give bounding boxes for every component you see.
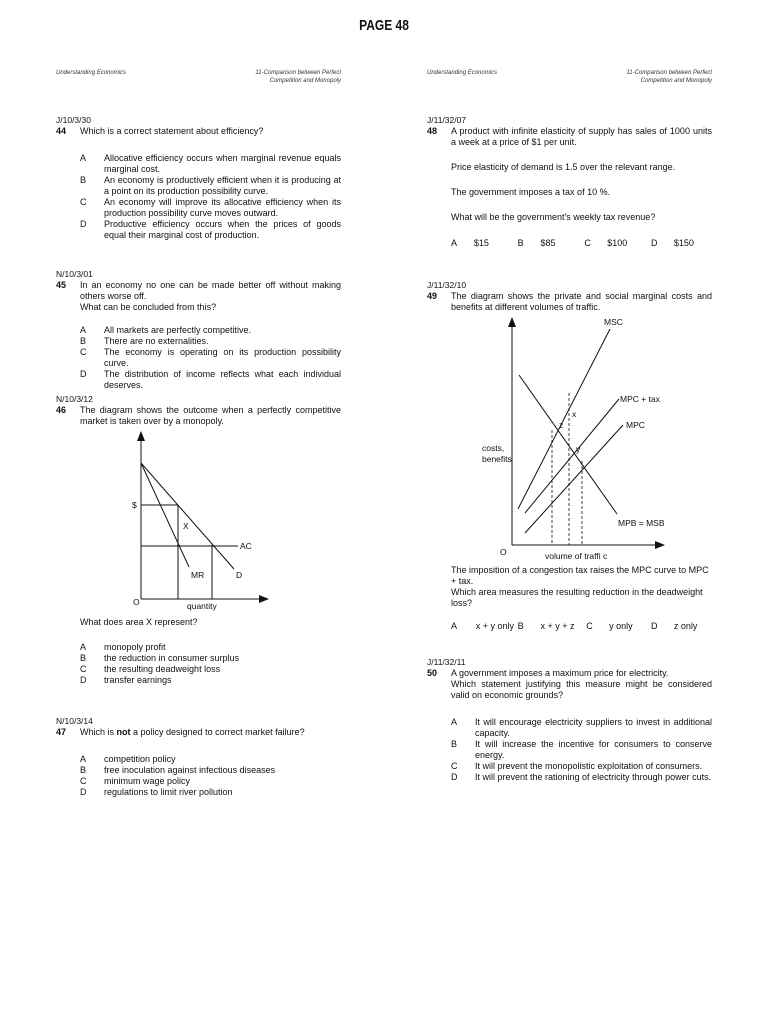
area-x-label: X [183, 521, 189, 531]
question-code: J/10/3/30 [56, 115, 91, 125]
question-paragraph-2: Which area measures the resulting reduction in the deadweight loss? [451, 587, 703, 608]
question-code: J/11/32/11 [427, 657, 466, 667]
x-axis-label: volume of traffi c [545, 551, 608, 561]
msc-label: MSC [604, 317, 623, 327]
option-letter: A [80, 642, 87, 652]
question-code: N/10/3/01 [56, 269, 93, 279]
congestion-tax-diagram [427, 313, 712, 565]
option-a [56, 642, 341, 653]
monopoly-diagram [56, 427, 341, 617]
option-d [56, 787, 341, 798]
y-axis-arrow [137, 431, 145, 441]
question-number: 46 [56, 405, 67, 415]
option-text: The distribution of income reflects what each individual deserves. [104, 369, 341, 390]
option-text: Allocative efficiency occurs when marginal revenue equals marginal cost. [104, 153, 341, 174]
option-letter: C [80, 197, 87, 207]
option-text: It will increase the incentive for consumers to conserve energy. [475, 739, 712, 760]
option-letter: B [80, 653, 87, 663]
option-text: $15 [473, 238, 489, 248]
header-chapter-line1: 11-Comparison between Perfect [626, 70, 712, 76]
question-paragraph-2: The government imposes a tax of 10 %. [451, 187, 611, 197]
diagram-question: What does area X represent? [80, 617, 198, 627]
option-c [56, 664, 341, 675]
inline-options [451, 621, 712, 632]
stem-part: Which is [80, 727, 117, 737]
y-axis-label-line1: costs, [482, 443, 505, 453]
question-47 [56, 716, 341, 798]
page-title: PAGE 48 [359, 17, 409, 34]
page-header-right [427, 70, 712, 100]
question-stem: The diagram shows the outcome when a perfectly competitive market is taken over by a monopoly. [80, 405, 341, 426]
question-48 [427, 115, 712, 249]
question-paragraph-3: What will be the government's weekly tax revenue? [451, 212, 656, 222]
header-chapter-line2: Competition and Monopoly [269, 77, 341, 84]
option-text: x + y only [475, 621, 515, 631]
option-text: The economy is operating on its production possibility curve. [104, 347, 341, 368]
option-letter: B [80, 336, 87, 346]
option-b [56, 336, 341, 347]
option-c [56, 776, 341, 787]
question-stem [80, 280, 341, 313]
option-text: Productive efficiency occurs when the prices of goods equal their marginal cost of production. [104, 219, 341, 240]
option-letter: B [517, 238, 524, 248]
option-a [427, 717, 712, 739]
question-stem: The diagram shows the private and social marginal costs and benefits at different volumes of traffic. [451, 291, 712, 312]
origin-label: O [133, 597, 140, 607]
option-c [56, 197, 341, 219]
question-stem-line2: Which statement justifying this measure might be considered valid on economic grounds? [451, 679, 712, 700]
demand-label: D [236, 570, 243, 580]
area-x-label: x [572, 409, 577, 419]
mpb-msb-curve [519, 375, 617, 514]
option-b [56, 765, 341, 776]
option-text: competition policy [104, 754, 176, 764]
option-d [56, 369, 341, 391]
option-letter: D [80, 369, 87, 379]
question-stem-line2: What can be concluded from this? [80, 302, 217, 312]
msc-curve [518, 329, 610, 509]
question-44 [56, 115, 341, 241]
right-column [427, 70, 712, 782]
option-text: monopoly profit [104, 642, 166, 652]
option-b [56, 653, 341, 664]
option-letter: B [451, 739, 458, 749]
option-letter: A [80, 754, 87, 764]
option-text: It will prevent the monopolistic exploitation of consumers. [475, 761, 703, 771]
page-header-left [56, 70, 341, 100]
demand-curve [141, 463, 234, 569]
option-letter: C [586, 621, 593, 631]
option-d [56, 219, 341, 241]
y-axis-label-line2: benefits [482, 454, 512, 464]
option-text: the reduction in consumer surplus [104, 653, 240, 663]
question-stem [451, 668, 712, 701]
option-text: $85 [540, 238, 556, 248]
question-number: 44 [56, 126, 67, 136]
option-text: $100 [607, 238, 628, 248]
ac-label: AC [240, 541, 252, 551]
option-text: An economy is productively efficient when it is producing at a point on its production possibility curve. [104, 175, 341, 196]
question-paragraph-1: The imposition of a congestion tax raises the MPC curve to MPC + tax. [451, 565, 709, 586]
option-letter: D [451, 772, 458, 782]
question-number: 45 [56, 280, 67, 290]
option-text: transfer earnings [104, 675, 172, 685]
option-a [56, 325, 341, 336]
option-letter: D [651, 238, 658, 248]
y-axis-arrow [508, 317, 516, 327]
option-text: x + y + z [540, 621, 575, 631]
option-b [56, 175, 341, 197]
option-letter: D [651, 621, 658, 631]
question-50 [427, 657, 712, 783]
option-letter: C [584, 238, 591, 248]
option-letter: A [451, 621, 458, 631]
area-y-label: y [576, 444, 581, 454]
option-text: the resulting deadweight loss [104, 664, 221, 674]
x-axis-arrow [259, 595, 269, 603]
option-text: free inoculation against infectious diseases [104, 765, 276, 775]
option-text: y only [609, 621, 633, 631]
question-stem: A product with infinite elasticity of supply has sales of 1000 units a week at a price of $1 per unit. [451, 126, 712, 147]
question-45 [56, 269, 341, 391]
option-text: z only [673, 621, 698, 631]
option-a [56, 153, 341, 175]
option-b [427, 739, 712, 761]
option-letter: C [80, 347, 87, 357]
option-text: minimum wage policy [104, 776, 191, 786]
mpc-tax-label: MPC + tax [620, 394, 660, 404]
question-code: J/11/32/10 [427, 280, 467, 290]
option-letter: B [80, 175, 87, 185]
question-stem: Which is a correct statement about efficiency? [80, 126, 264, 136]
question-46 [56, 394, 341, 686]
question-stem-line1: In an economy no one can be made better off without making others worse off. [80, 280, 341, 301]
option-d [427, 772, 712, 783]
question-stem [80, 727, 341, 738]
header-chapter [255, 70, 341, 85]
marginal-revenue-curve [141, 463, 189, 567]
origin-label: O [500, 547, 507, 557]
header-chapter [626, 70, 712, 85]
option-text: It will prevent the rationing of electricity through power cuts. [475, 772, 712, 782]
option-c [56, 347, 341, 369]
option-letter: C [451, 761, 458, 771]
option-text: It will encourage electricity suppliers to invest in additional capacity. [475, 717, 712, 738]
header-chapter-line2: Competition and Monopoly [640, 77, 712, 84]
question-number: 49 [427, 291, 438, 301]
x-axis-arrow [655, 541, 665, 549]
option-text: $150 [673, 238, 694, 248]
option-letter: B [517, 621, 524, 631]
option-letter: A [80, 153, 87, 163]
header-book-title: Understanding Economics [427, 70, 498, 76]
mpb-msb-label: MPB = MSB [618, 518, 665, 528]
left-column [56, 70, 341, 797]
option-text: regulations to limit river pollution [104, 787, 233, 797]
option-letter: C [80, 664, 87, 674]
option-text: There are no externalities. [104, 336, 209, 346]
mr-label: MR [191, 570, 205, 580]
x-axis-label: quantity [187, 601, 217, 611]
option-letter: D [80, 787, 87, 797]
option-letter: C [80, 776, 87, 786]
option-letter: A [451, 717, 458, 727]
option-c [427, 761, 712, 772]
question-49 [427, 280, 712, 632]
question-paragraph-1: Price elasticity of demand is 1.5 over the relevant range. [451, 162, 676, 172]
question-number: 50 [427, 668, 438, 678]
option-letter: D [80, 675, 87, 685]
option-letter: A [451, 238, 458, 248]
y-axis-label: $ [132, 500, 137, 510]
question-number: 48 [427, 126, 438, 136]
question-code: J/11/32/07 [427, 115, 467, 125]
question-stem-line1: A government imposes a maximum price for electricity. [451, 668, 669, 678]
option-d [56, 675, 341, 686]
mpc-curve [525, 425, 623, 533]
area-z-label: z [559, 420, 564, 430]
stem-emphasis: not [116, 727, 131, 737]
option-text: An economy will improve its allocative efficiency when its production possibility curve moves outward. [104, 197, 341, 218]
option-letter: B [80, 765, 87, 775]
inline-options [451, 238, 712, 249]
mpc-label: MPC [626, 420, 645, 430]
option-letter: A [80, 325, 87, 335]
stem-part: a policy designed to correct market failure? [130, 727, 305, 737]
question-number: 47 [56, 727, 67, 737]
option-a [56, 754, 341, 765]
option-text: All markets are perfectly competitive. [104, 325, 252, 335]
question-code: N/10/3/14 [56, 716, 93, 726]
header-book-title: Understanding Economics [56, 70, 127, 76]
header-chapter-line1: 11-Comparison between Perfect [255, 70, 341, 76]
option-letter: D [80, 219, 87, 229]
question-code: N/10/3/12 [56, 394, 93, 404]
